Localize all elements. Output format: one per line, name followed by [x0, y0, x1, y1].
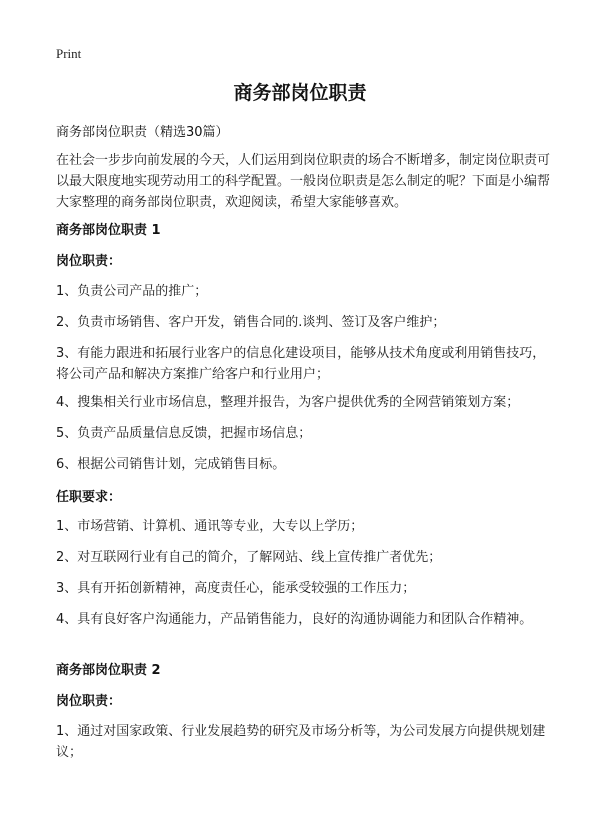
- list-item: 3、有能力跟进和拓展行业客户的信息化建设项目，能够从技术角度或利用销售技巧，将公司产品和解决方案推广给客户和行业用户；: [56, 346, 546, 382]
- duties-heading: 岗位职责：: [56, 254, 122, 269]
- list-item: 5、负责产品质量信息反馈，把握市场信息；: [56, 426, 312, 441]
- list-item: 6、根据公司销售计划，完成销售目标。: [56, 457, 286, 472]
- list-item: 4、具有良好客户沟通能力，产品销售能力，良好的沟通协调能力和团队合作精神。: [56, 612, 533, 627]
- list-item: 4、搜集相关行业市场信息，整理并报告，为客户提供优秀的全网营销策划方案；: [56, 395, 520, 410]
- list-item: 2、负责市场销售、客户开发，销售合同的.谈判、签订及客户维护；: [56, 315, 446, 330]
- list-item: 2、对互联网行业有自己的简介，了解网站、线上宣传推广者优先；: [56, 550, 442, 565]
- list-item: 1、通过对国家政策、行业发展趋势的研究及市场分析等，为公司发展方向提供规划建议；: [56, 724, 546, 760]
- list-item: 3、具有开拓创新精神，高度责任心，能承受较强的工作压力；: [56, 581, 416, 596]
- page-title: 商务部岗位职责: [233, 82, 367, 104]
- intro-paragraph: 在社会一步步向前发展的今天，人们运用到岗位职责的场合不断增多，制定岗位职责可以最大限度地实现劳动用工的科学配置。一般岗位职责是怎么制定的呢？下面是小编帮大家整理的商务部岗位职责，欢迎阅读，希望大家能够喜欢。: [56, 153, 551, 210]
- list-item: 1、市场营销、计算机、通讯等专业，大专以上学历；: [56, 519, 364, 534]
- section-heading: 商务部岗位职责 1: [56, 223, 161, 238]
- duties-heading: 岗位职责：: [56, 694, 122, 709]
- section-heading: 商务部岗位职责 2: [56, 663, 161, 678]
- requirements-heading: 任职要求：: [56, 490, 122, 505]
- document-subtitle: 商务部岗位职责（精选30篇）: [56, 125, 229, 140]
- list-item: 1、负责公司产品的推广；: [56, 284, 208, 299]
- print-link[interactable]: Print: [56, 46, 82, 61]
